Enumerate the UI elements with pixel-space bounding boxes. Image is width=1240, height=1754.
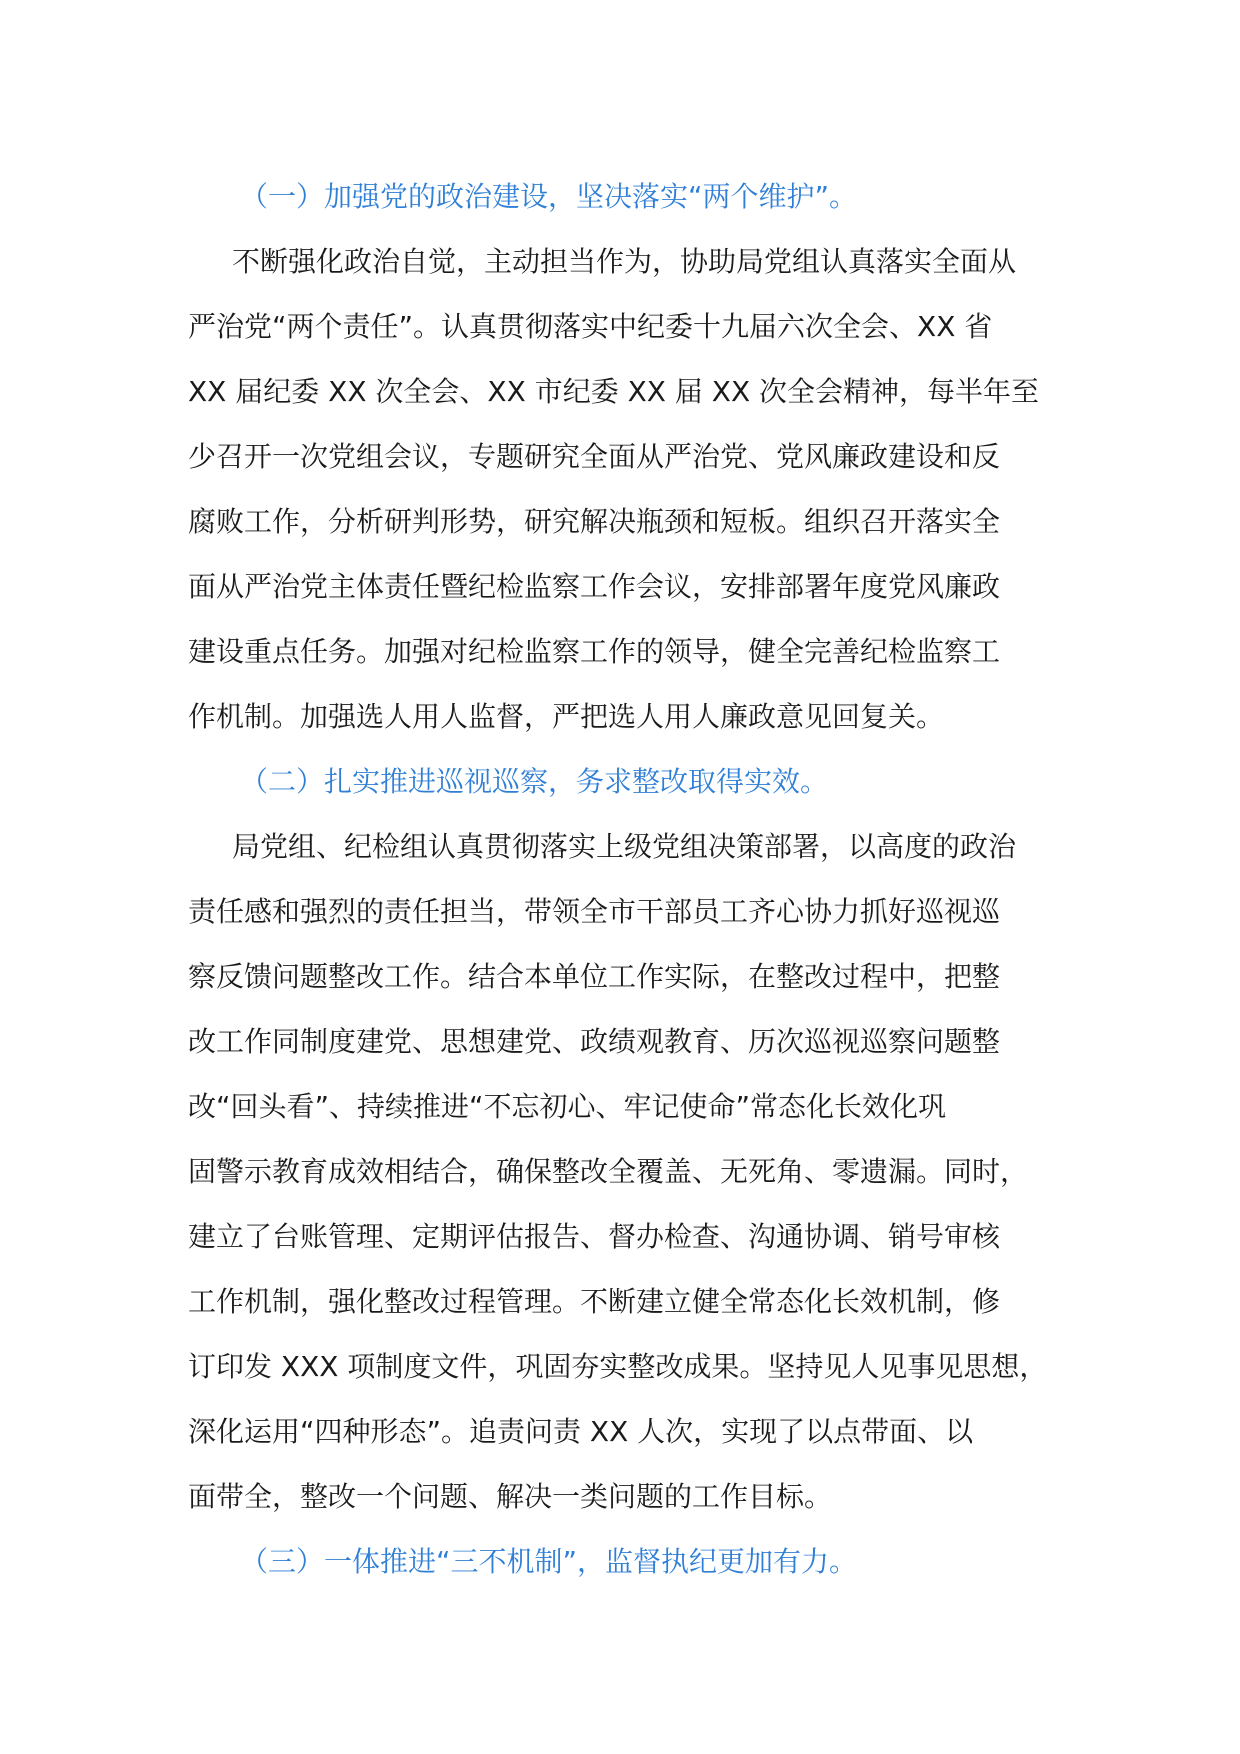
section-3-heading: （三）一体推进“三不机制”，监督执纪更加有力。 <box>240 1545 858 1578</box>
paragraph-line: 改工作同制度建党、思想建党、政绩观教育、历次巡视巡察问题整 <box>188 1025 1001 1058</box>
paragraph-line: 建设重点任务。加强对纪检监察工作的领导，健全完善纪检监察工 <box>188 635 1001 668</box>
paragraph-line: 严治党“两个责任”。认真贯彻落实中纪委十九届六次全会、XX 省 <box>188 310 993 343</box>
document-page <box>188 164 1088 1594</box>
paragraph-line: 腐败工作，分析研判形势，研究解决瓶颈和短板。组织召开落实全 <box>188 505 1001 538</box>
paragraph-line: 固警示教育成效相结合，确保整改全覆盖、无死角、零遗漏。同时， <box>188 1155 1029 1188</box>
paragraph-line: XX 届纪委 XX 次全会、XX 市纪委 XX 届 XX 次全会精神，每半年至 <box>188 375 1040 408</box>
section-2-heading: （二）扎实推进巡视巡察，务求整改取得实效。 <box>240 765 829 798</box>
paragraph-line: 改“回头看”、持续推进“不忘初心、牢记使命”常态化长效化巩 <box>188 1090 947 1123</box>
paragraph-line: 订印发 XXX 项制度文件，巩固夯实整改成果。坚持见人见事见思想， <box>188 1350 1048 1383</box>
paragraph-line: 少召开一次党组会议，专题研究全面从严治党、党风廉政建设和反 <box>188 440 1001 473</box>
section-2-body <box>188 814 1088 1529</box>
paragraph-line: 工作机制，强化整改过程管理。不断建立健全常态化长效机制，修 <box>188 1285 1001 1318</box>
paragraph-line: 面带全，整改一个问题、解决一类问题的工作目标。 <box>188 1480 833 1513</box>
paragraph-line: 局党组、纪检组认真贯彻落实上级党组决策部署，以高度的政治 <box>232 830 1017 863</box>
section-1-heading: （一）加强党的政治建设，坚决落实“两个维护”。 <box>240 180 858 213</box>
paragraph-line: 责任感和强烈的责任担当，带领全市干部员工齐心协力抓好巡视巡 <box>188 895 1001 928</box>
paragraph-line: 作机制。加强选人用人监督，严把选人用人廉政意见回复关。 <box>188 700 945 733</box>
paragraph-line: 不断强化政治自觉，主动担当作为，协助局党组认真落实全面从 <box>232 245 1017 278</box>
section-1-body <box>188 229 1088 749</box>
paragraph-line: 深化运用“四种形态”。追责问责 XX 人次，实现了以点带面、以 <box>188 1415 974 1448</box>
paragraph-line: 建立了台账管理、定期评估报告、督办检查、沟通协调、销号审核 <box>188 1220 1001 1253</box>
paragraph-line: 面从严治党主体责任暨纪检监察工作会议，安排部署年度党风廉政 <box>188 570 1001 603</box>
paragraph-line: 察反馈问题整改工作。结合本单位工作实际，在整改过程中，把整 <box>188 960 1001 993</box>
